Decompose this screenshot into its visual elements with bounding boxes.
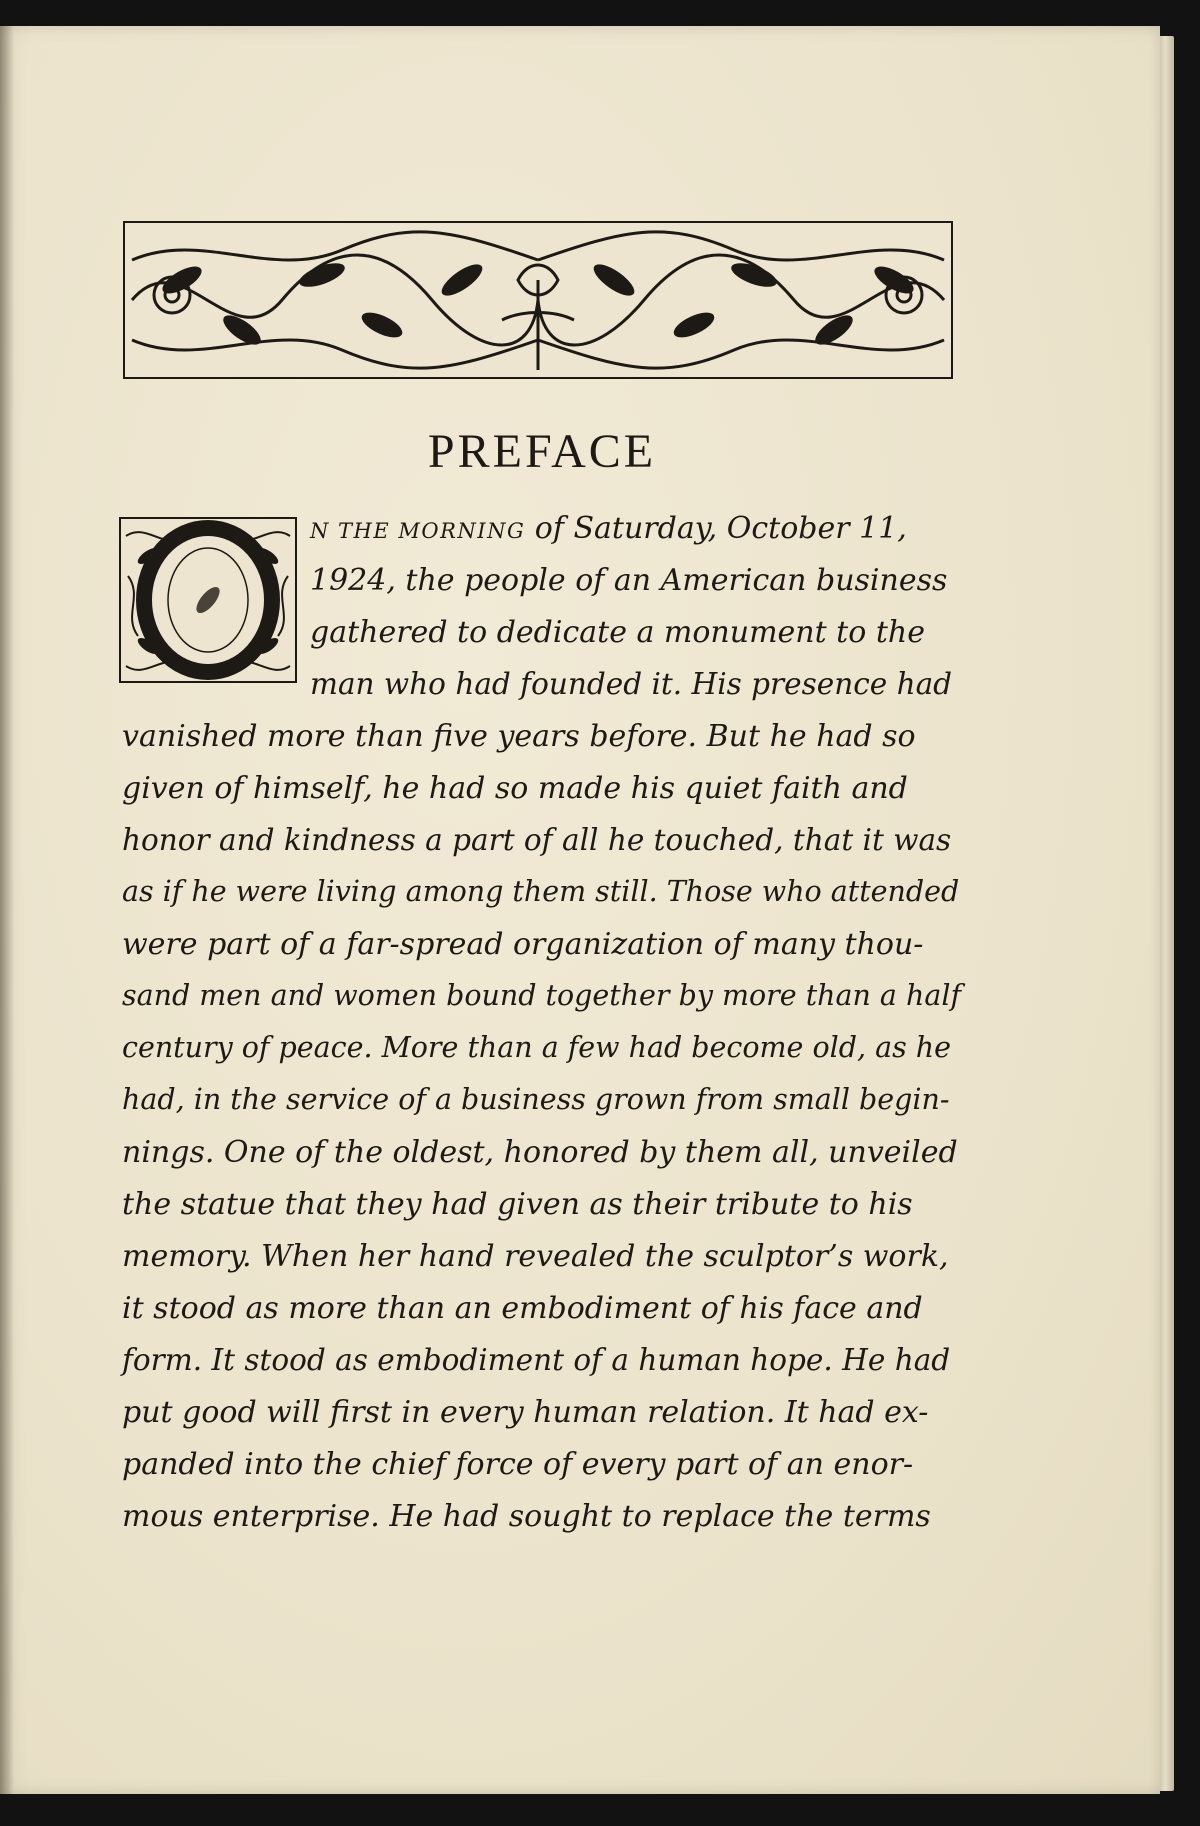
text-line: were part of a far-spread organization of many thou-: [122, 927, 924, 962]
text-line: mous enterprise. He had sought to replace the terms: [122, 1499, 931, 1534]
text-line: sand men and women bound together by more than a half: [122, 979, 961, 1012]
text-line: nings. One of the oldest, honored by them all, unveiled: [122, 1135, 958, 1170]
text-line: century of peace. More than a few had become old, as he: [122, 1031, 951, 1064]
text-line: honor and kindness a part of all he touched, that it was: [122, 823, 952, 857]
text-line: had, in the service of a business grown from small begin-: [122, 1083, 950, 1116]
floral-headpiece-icon: [122, 220, 954, 380]
text-line: gathered to dedicate a monument to the: [310, 615, 925, 650]
text-line: panded into the chief force of every part of an enor-: [122, 1447, 914, 1482]
text-line: given of himself, he had so made his quiet faith and: [122, 771, 908, 806]
text-line: [310, 511, 960, 546]
opening-smallcaps: N THE MORNING: [310, 519, 526, 543]
text-line: vanished more than five years before. But he had so: [122, 719, 916, 754]
text-line: as if he were living among them still. Those who attended: [122, 875, 960, 908]
decorated-initial-o-icon: [118, 516, 298, 684]
text-line: the statue that they had given as their tribute to his: [122, 1187, 913, 1222]
text-line: it stood as more than an embodiment of his face and: [122, 1291, 923, 1326]
text-line: form. It stood as embodiment of a human hope. He had: [122, 1343, 951, 1377]
text-line: 1924, the people of an American business: [310, 563, 948, 598]
text-line: memory. When her hand revealed the sculptor’s work,: [122, 1239, 949, 1274]
gutter-shadow: [0, 26, 14, 1794]
text-line-content: of Saturday, October 11,: [525, 511, 907, 546]
text-line: man who had founded it. His presence had: [310, 667, 953, 701]
page-title: PREFACE: [427, 425, 657, 478]
text-line: put good will first in every human relation. It had ex-: [122, 1395, 929, 1430]
